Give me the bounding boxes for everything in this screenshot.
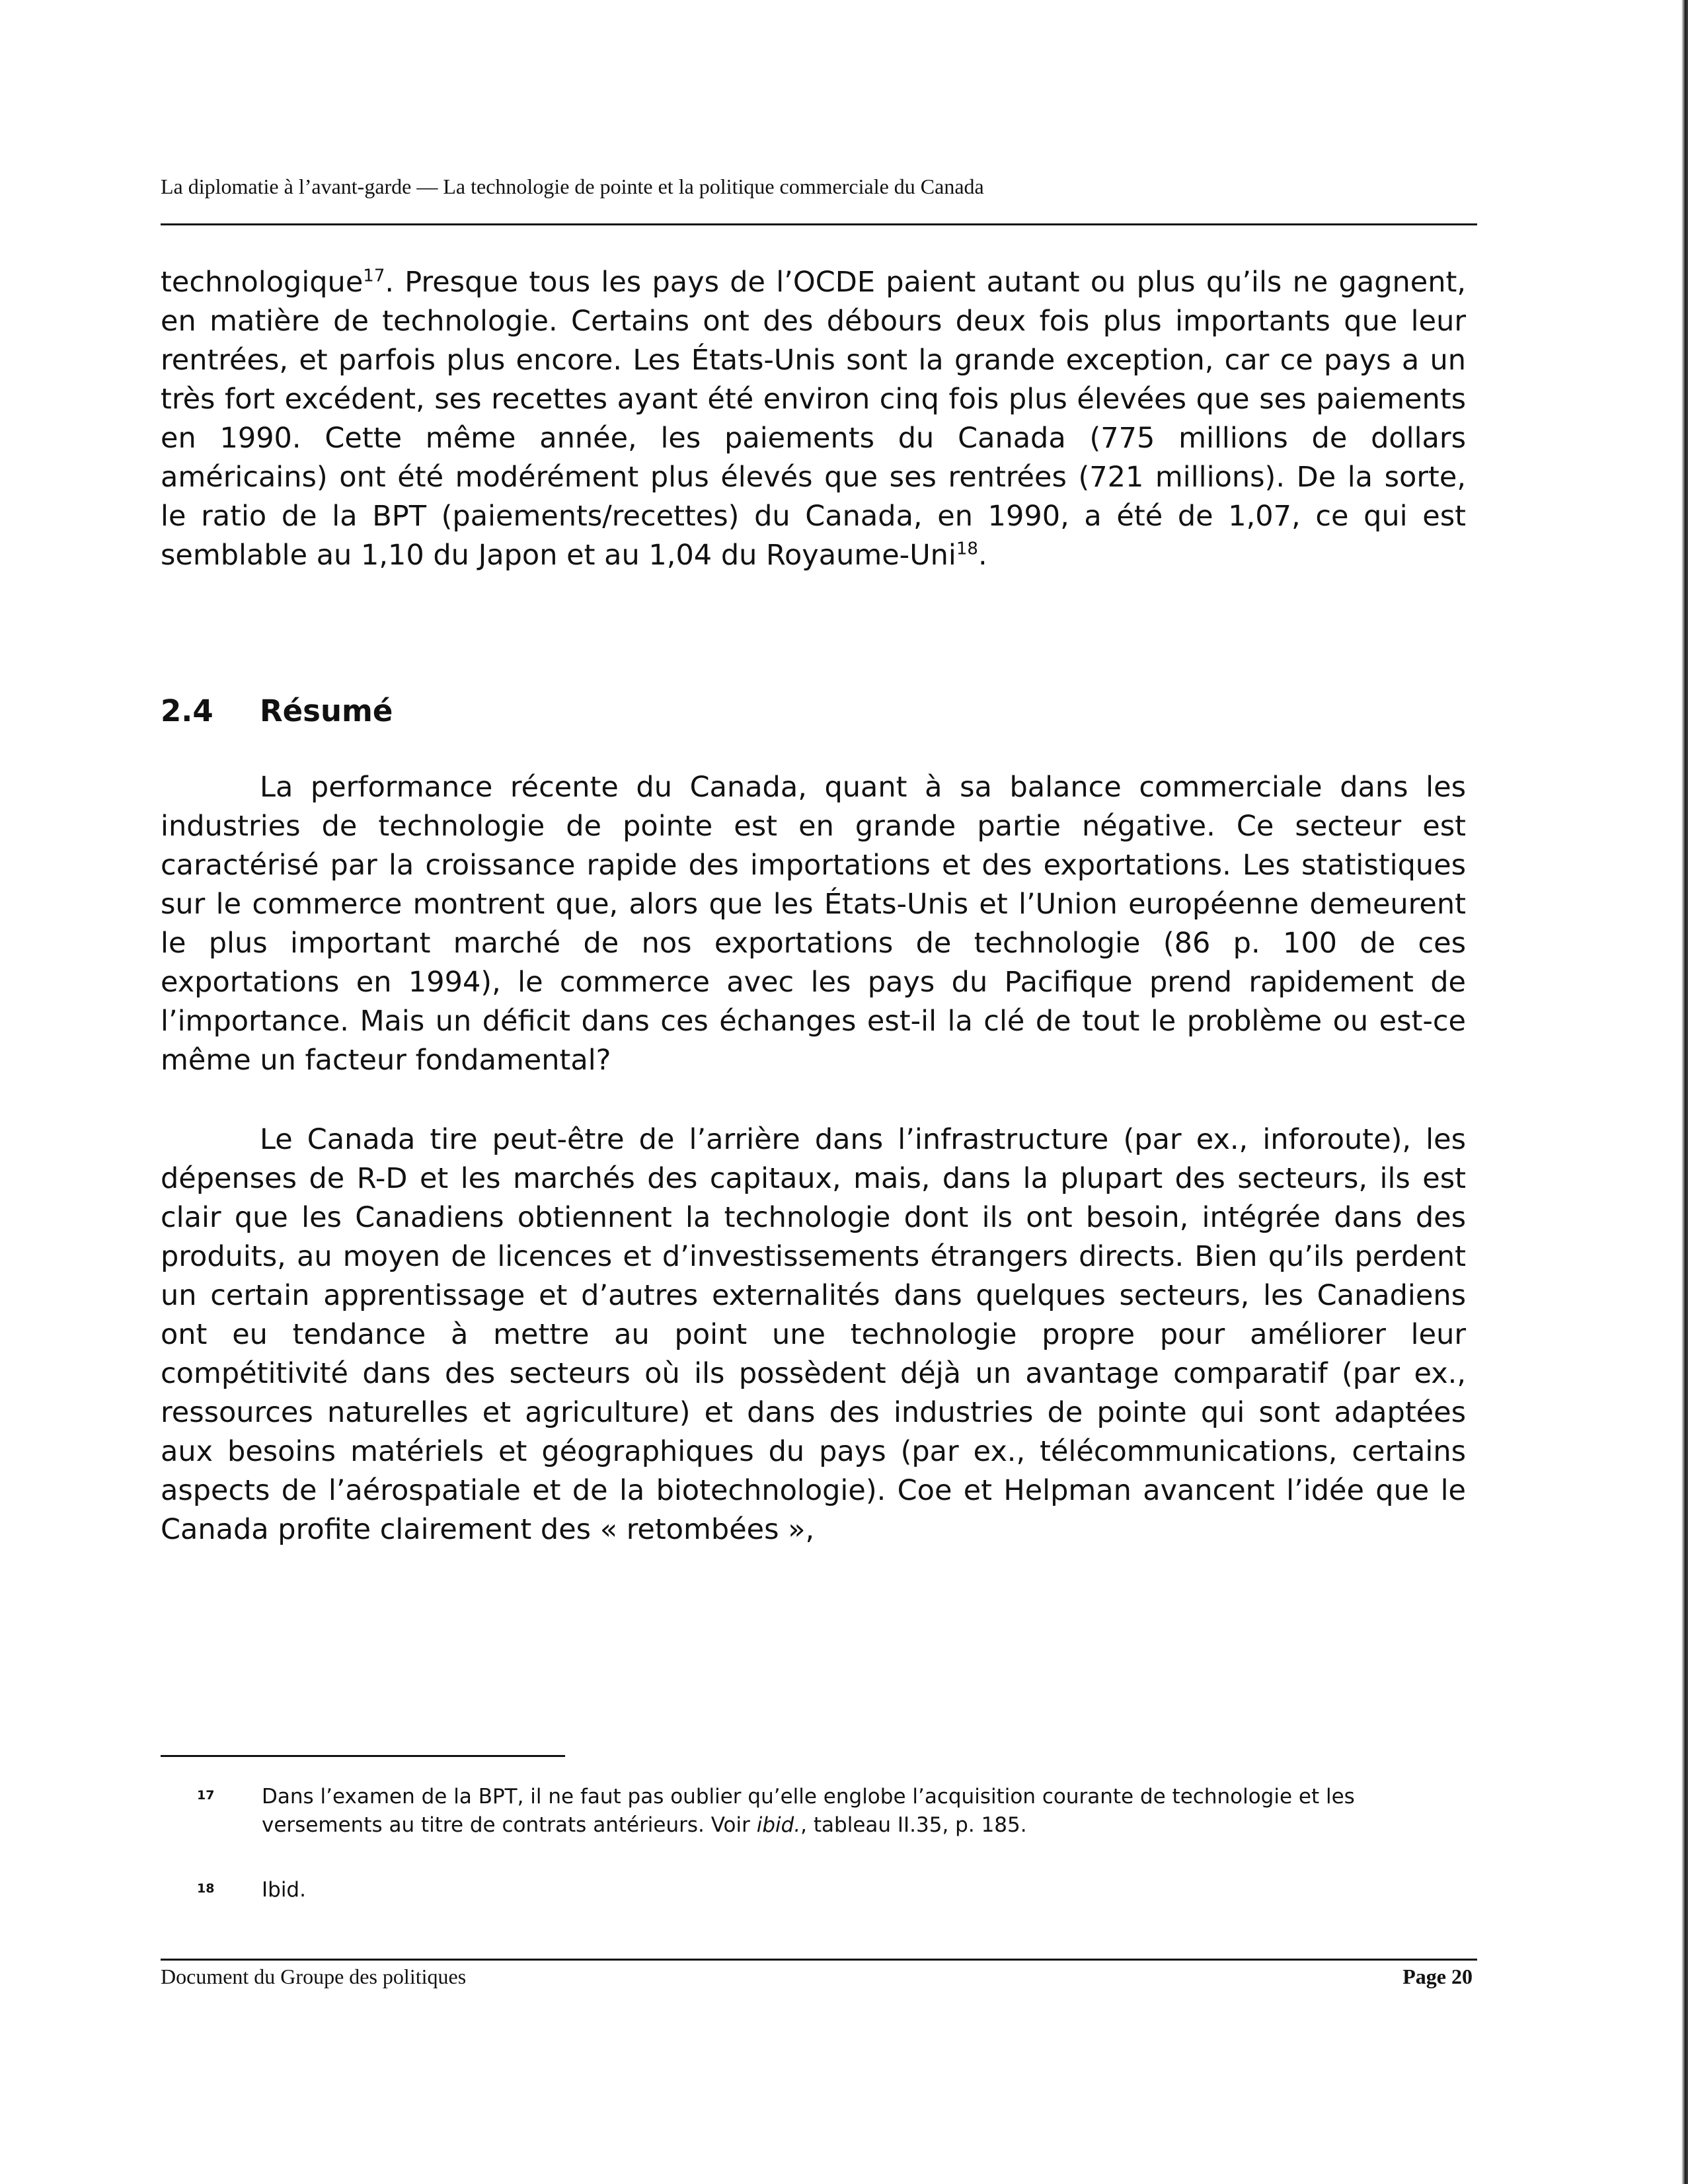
paragraph-text: . Presque tous les pays de l’OCDE paient autant ou plus qu’ils ne gagnent, en matière de technologie. Certains ont des débours deux fois plus importants que leur rentrées, et parfois plus encore. Les États-Unis sont la grande exception, car ce pays a un très fort excédent, ses recettes ayant été environ cinq fois plus élevées que ses paiements en 1990. Cette même année, les paiements du Canada (775 millions de dollars américains) ont été modérément plus élevés que ses rentrées (721 millions). De la sorte, le ratio de la BPT (paiements/recettes) du Canada, en 1990, a été de 1,07, ce qui est semblable au 1,10 du Japon et au 1,04 du Royaume-Uni (161, 266, 1466, 572)
footnote-italic: ibid. (756, 1813, 801, 1837)
paragraph-continuation (161, 263, 1466, 575)
footnote-text-part: Dans l’examen de la BPT, il ne faut pas oublier qu’elle englobe l’acquisition courante de technologie et les versements au titre de contrats antérieurs. Voir (262, 1785, 1355, 1837)
section-title: Résumé (260, 693, 393, 728)
footnote-number: 18 (197, 1881, 215, 1896)
section-number: 2.4 (161, 693, 213, 728)
footnote-ref-17[interactable]: 17 (363, 266, 385, 286)
footnote-text (262, 1783, 1449, 1840)
running-header: La diplomatie à l’avant-garde — La technologie de pointe et la politique commerciale du Canada (161, 175, 984, 198)
footnote-ref-18[interactable]: 18 (956, 539, 978, 559)
scanned-page-edge (1681, 0, 1688, 2184)
footnote-18 (161, 1876, 1449, 1904)
paragraph-text: . (978, 539, 987, 572)
paragraph-summary-2: Le Canada tire peut-être de l’arrière dans l’infrastructure (par ex., inforoute), les dépenses de R-D et les marchés des capitaux, mais, dans la plupart des secteurs, ils est clair que les Canadiens obtiennent la technologie dont ils ont besoin, intégrée dans des produits, au moyen de licences et d’investissements étrangers directs. Bien qu’ils perdent un certain apprentissage et d’autres externalités dans quelques secteurs, les Canadiens ont eu tendance à mettre au point une technologie propre pour améliorer leur compétitivité dans des secteurs où ils possèdent déjà un avantage comparatif (par ex., ressources naturelles et agriculture) et dans des industries de pointe qui sont adaptées aux besoins matériels et géographiques du pays (par ex., télécommunications, certains aspects de l’aérospatiale et de la biotechnologie). Coe et Helpman avancent l’idée que le Canada profite clairement des « retombées », (161, 1123, 1466, 1546)
paragraph-text: technologique (161, 266, 364, 299)
page-number: Page 20 (1402, 1965, 1473, 1988)
footnote-text: Ibid. (262, 1878, 306, 1902)
footer-title: Document du Groupe des politiques (161, 1965, 467, 1988)
footnote-17 (161, 1783, 1449, 1840)
section-heading (161, 693, 393, 728)
footnote-separator (161, 1755, 565, 1757)
footer-rule (161, 1959, 1477, 1961)
header-rule (161, 223, 1477, 225)
footnote-number: 17 (197, 1788, 215, 1803)
footnote-text-part: , tableau II.35, p. 185. (800, 1813, 1027, 1837)
paragraph-summary-1: La performance récente du Canada, quant à sa balance commerciale dans les industries de technologie de pointe est en grande partie négative. Ce secteur est caractérisé par la croissance rapide des importations et des exportations. Les statistiques sur le commerce montrent que, alors que les États-Unis et l’Union européenne demeurent le plus important marché de nos exportations de technologie (86 p. 100 de ces exportations en 1994), le commerce avec les pays du Pacifique prend rapidement de l’importance. Mais un déficit dans ces échanges est-il la clé de tout le problème ou est-ce même un facteur fondamental? (161, 771, 1466, 1077)
